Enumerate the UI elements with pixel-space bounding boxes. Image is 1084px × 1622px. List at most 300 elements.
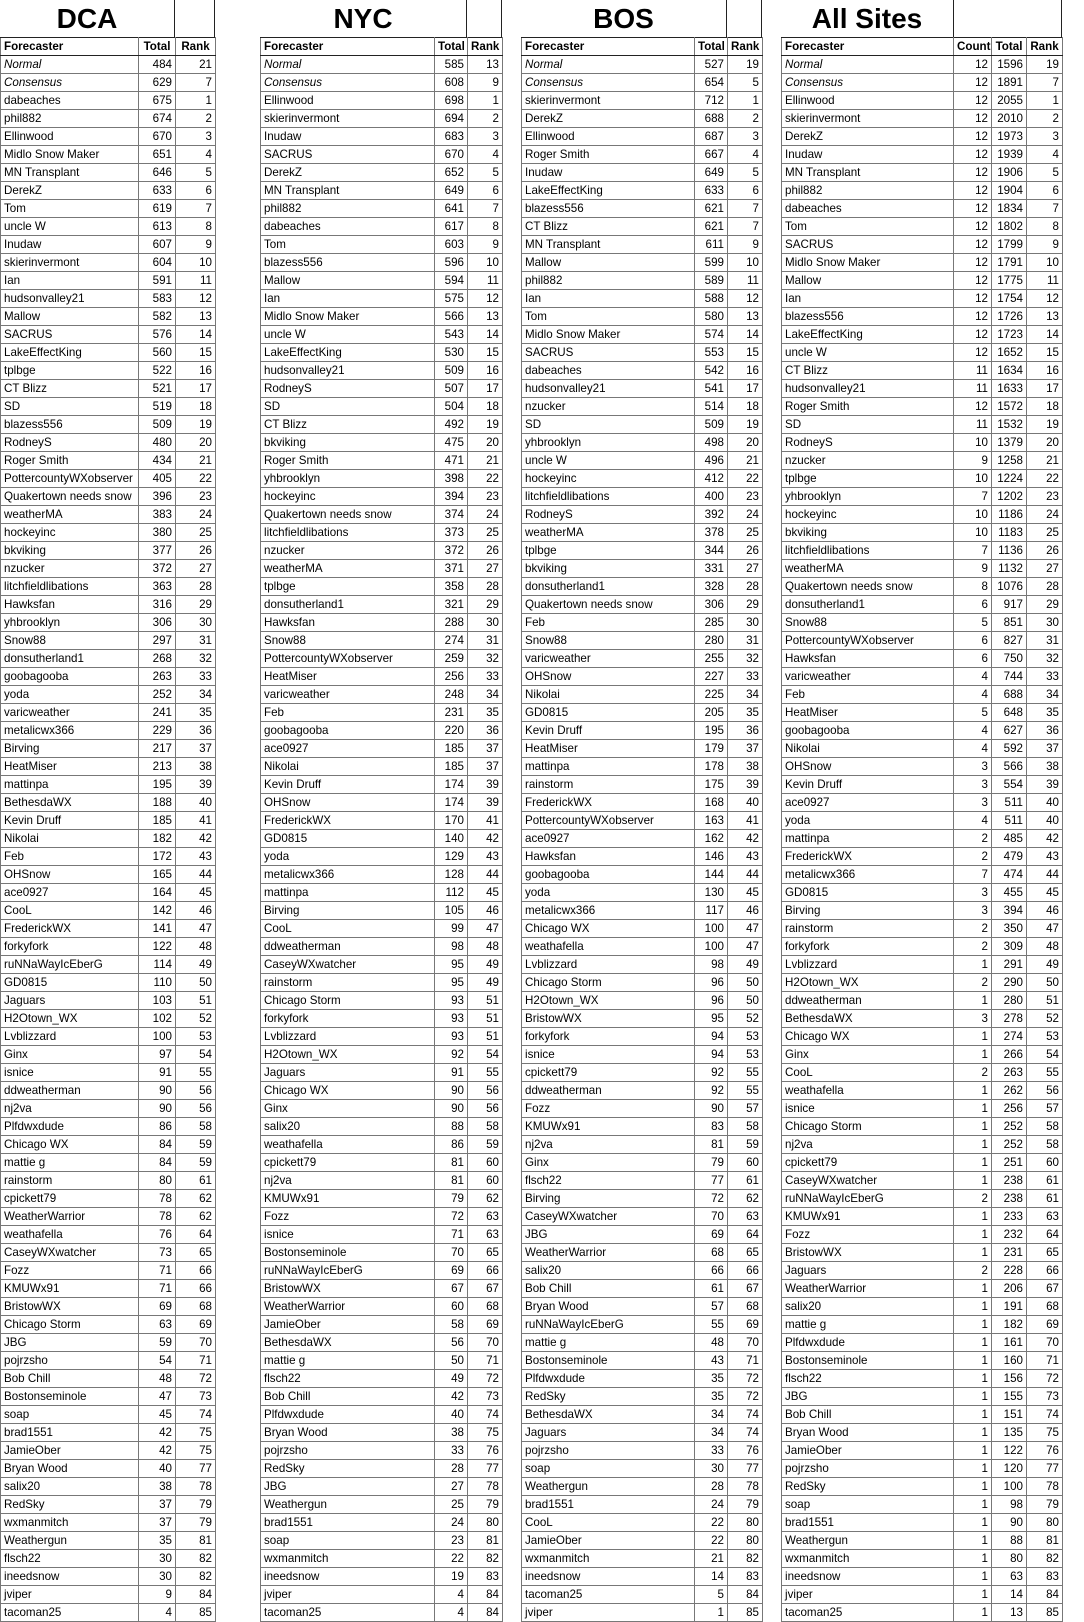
value-cell: 1775 [992,272,1027,290]
value-cell: 40 [1027,794,1063,812]
table-row [522,776,763,794]
table-row [522,542,763,560]
value-cell: 41 [728,812,763,830]
value-cell: 9 [176,236,216,254]
value-cell: 160 [992,1352,1027,1370]
value-cell: 241 [139,704,176,722]
table-row [522,956,763,974]
value-cell: 39 [468,794,503,812]
value-cell: 14 [468,326,503,344]
value-cell: 58 [435,1316,468,1334]
forecaster-cell: mattinpa [1,776,139,794]
table-row [782,1262,1063,1280]
value-cell: 1 [954,1208,992,1226]
value-cell: 7 [954,488,992,506]
table-row [1,182,216,200]
value-cell: 49 [176,956,216,974]
forecaster-cell: Plfdwxdude [522,1370,695,1388]
value-cell: 77 [176,1460,216,1478]
table-row [782,794,1063,812]
value-cell: 484 [139,56,176,74]
table-row [1,1478,216,1496]
forecaster-cell: Mallow [261,272,435,290]
value-cell: 30 [139,1550,176,1568]
value-cell: 1 [695,1604,728,1622]
value-cell: 7 [954,866,992,884]
forecaster-cell: yhbrooklyn [1,614,139,632]
forecaster-cell: Chicago WX [261,1082,435,1100]
forecaster-cell: weathafella [522,938,695,956]
table-row [261,938,503,956]
value-cell: 20 [1027,434,1063,452]
value-cell: 566 [992,758,1027,776]
table-row [261,1568,503,1586]
value-cell: 24 [1027,506,1063,524]
forecaster-cell: HeatMiser [782,704,954,722]
value-cell: 19 [468,416,503,434]
value-cell: 18 [176,398,216,416]
value-cell: 15 [728,344,763,362]
value-cell: 63 [992,1568,1027,1586]
table-row [1,92,216,110]
value-cell: 27 [1027,560,1063,578]
value-cell: 256 [435,668,468,686]
table-row [522,182,763,200]
value-cell: 1258 [992,452,1027,470]
value-cell: 99 [435,920,468,938]
value-cell: 30 [695,1460,728,1478]
value-cell: 383 [139,506,176,524]
value-cell: 40 [139,1460,176,1478]
forecaster-cell: pojrzsho [522,1442,695,1460]
value-cell: 1633 [992,380,1027,398]
table-row [522,1460,763,1478]
forecaster-cell: SACRUS [782,236,954,254]
value-cell: 60 [468,1172,503,1190]
value-cell: 44 [468,866,503,884]
table-row [1,1208,216,1226]
value-cell: 78 [728,1478,763,1496]
value-cell: 1791 [992,254,1027,272]
value-cell: 27 [468,560,503,578]
value-cell: 85 [176,1604,216,1622]
value-cell: 256 [992,1100,1027,1118]
forecaster-cell: OHSnow [782,758,954,776]
value-cell: 583 [139,290,176,308]
table-row [522,362,763,380]
table-row [1,1028,216,1046]
value-cell: 10 [954,506,992,524]
value-cell: 646 [139,164,176,182]
value-cell: 73 [468,1388,503,1406]
value-cell: 649 [435,182,468,200]
table-row [522,1226,763,1244]
value-cell: 40 [1027,812,1063,830]
value-cell: 63 [1027,1208,1063,1226]
value-cell: 36 [728,722,763,740]
table-row [1,1190,216,1208]
value-cell: 155 [992,1388,1027,1406]
value-cell: 81 [176,1532,216,1550]
table-row [782,1586,1063,1604]
forecaster-cell: ddweatherman [522,1082,695,1100]
value-cell: 651 [139,146,176,164]
table-row [1,1388,216,1406]
table-row [261,704,503,722]
table-row [522,1208,763,1226]
table-row [1,758,216,776]
table-row [261,182,503,200]
table-row [782,1604,1063,1622]
value-cell: 641 [435,200,468,218]
value-cell: 44 [728,866,763,884]
table-row [261,1280,503,1298]
value-cell: 34 [176,686,216,704]
table-row [782,1244,1063,1262]
forecaster-cell: PottercountyWXobserver [1,470,139,488]
value-cell: 29 [468,596,503,614]
value-cell: 566 [435,308,468,326]
forecaster-cell: Kevin Druff [1,812,139,830]
value-cell: 26 [468,542,503,560]
table-row [261,470,503,488]
forecaster-cell: blazess556 [782,308,954,326]
table-row [522,452,763,470]
table-row [782,776,1063,794]
value-cell: 259 [435,650,468,668]
forecaster-cell: SACRUS [261,146,435,164]
value-cell: 59 [176,1154,216,1172]
value-cell: 633 [695,182,728,200]
table-row [782,632,1063,650]
value-cell: 1224 [992,470,1027,488]
forecaster-cell: Mallow [1,308,139,326]
value-cell: 47 [728,938,763,956]
value-cell: 67 [435,1280,468,1298]
forecaster-cell: Snow88 [522,632,695,650]
forecaster-cell: isnice [261,1226,435,1244]
value-cell: 2 [954,830,992,848]
table-row [261,776,503,794]
table-row [522,1082,763,1100]
table-row [782,200,1063,218]
value-cell: 37 [139,1514,176,1532]
forecaster-cell: bkviking [522,560,695,578]
value-cell: 74 [728,1406,763,1424]
table-row [782,1298,1063,1316]
value-cell: 496 [695,452,728,470]
value-cell: 20 [468,434,503,452]
table-row [782,146,1063,164]
value-cell: 94 [695,1046,728,1064]
value-cell: 16 [176,362,216,380]
forecaster-cell: Kevin Druff [522,722,695,740]
value-cell: 2 [728,110,763,128]
value-cell: 60 [468,1154,503,1172]
forecaster-cell: ruNNaWayIcEberG [522,1316,695,1334]
value-cell: 4 [435,1586,468,1604]
value-cell: 21 [176,452,216,470]
value-cell: 39 [176,776,216,794]
table-row [782,1118,1063,1136]
forecaster-cell: Bostonseminole [522,1352,695,1370]
table-row [782,992,1063,1010]
value-cell: 4 [435,1604,468,1622]
value-cell: 43 [695,1352,728,1370]
table-row [782,1316,1063,1334]
forecaster-cell: yhbrooklyn [522,434,695,452]
table-row [1,470,216,488]
value-cell: 607 [139,236,176,254]
value-cell: 14 [728,326,763,344]
table-row [261,1478,503,1496]
table-row [261,434,503,452]
forecaster-cell: Birving [1,740,139,758]
table-row [782,956,1063,974]
value-cell: 52 [176,1010,216,1028]
table-row [522,344,763,362]
value-cell: 82 [728,1550,763,1568]
table-row [782,758,1063,776]
value-cell: 2055 [992,92,1027,110]
value-cell: 670 [139,128,176,146]
forecaster-cell: FrederickWX [261,812,435,830]
value-cell: 1799 [992,236,1027,254]
value-cell: 1 [954,1604,992,1622]
table-row [261,650,503,668]
table-row [782,938,1063,956]
table-row [782,650,1063,668]
all-header-cell: Rank [1027,38,1063,56]
all-table [781,37,1063,1622]
value-cell: 274 [992,1028,1027,1046]
value-cell: 92 [435,1046,468,1064]
table-row [522,614,763,632]
value-cell: 1 [954,1352,992,1370]
value-cell: 23 [1027,488,1063,506]
table-row [1,1550,216,1568]
table-row [261,1046,503,1064]
value-cell: 69 [176,1316,216,1334]
value-cell: 69 [435,1262,468,1280]
forecaster-cell: ineedsnow [1,1568,139,1586]
value-cell: 38 [139,1478,176,1496]
forecaster-cell: Ginx [261,1100,435,1118]
value-cell: 85 [728,1604,763,1622]
value-cell: 251 [992,1154,1027,1172]
value-cell: 12 [954,326,992,344]
value-cell: 34 [468,686,503,704]
value-cell: 72 [728,1370,763,1388]
forecaster-cell: mattinpa [522,758,695,776]
table-row [782,182,1063,200]
value-cell: 12 [954,218,992,236]
table-row [1,398,216,416]
value-cell: 698 [435,92,468,110]
value-cell: 51 [468,1010,503,1028]
all-title-spacer [954,0,1062,37]
table-row [782,866,1063,884]
value-cell: 372 [139,560,176,578]
value-cell: 1379 [992,434,1027,452]
value-cell: 70 [728,1334,763,1352]
forecaster-cell: jviper [1,1586,139,1604]
forecaster-cell: Ian [1,272,139,290]
table-row [522,884,763,902]
table-row [1,1082,216,1100]
forecaster-cell: ruNNaWayIcEberG [782,1190,954,1208]
table-row [782,164,1063,182]
value-cell: 80 [1027,1514,1063,1532]
forecaster-cell: tplbge [1,362,139,380]
value-cell: 175 [695,776,728,794]
table-row [1,1298,216,1316]
value-cell: 68 [695,1244,728,1262]
value-cell: 66 [695,1262,728,1280]
table-row [782,920,1063,938]
forecaster-cell: MN Transplant [522,236,695,254]
value-cell: 93 [435,1010,468,1028]
value-cell: 28 [468,578,503,596]
forecaster-cell: RedSky [261,1460,435,1478]
value-cell: 588 [695,290,728,308]
table-row [522,650,763,668]
value-cell: 81 [435,1172,468,1190]
table-row [522,218,763,236]
forecaster-cell: CT Blizz [1,380,139,398]
forecaster-cell: Weathergun [1,1532,139,1550]
value-cell: 80 [728,1532,763,1550]
table-row [1,1280,216,1298]
value-cell: 38 [176,758,216,776]
forecaster-cell: SD [261,398,435,416]
forecaster-cell: ruNNaWayIcEberG [1,956,139,974]
forecaster-cell: Bob Chill [782,1406,954,1424]
forecaster-cell: Quakertown needs snow [782,578,954,596]
forecaster-cell: Hawksfan [522,848,695,866]
forecaster-cell: ineedsnow [522,1568,695,1586]
table-row [522,1496,763,1514]
forecaster-cell: Normal [782,56,954,74]
value-cell: 182 [139,830,176,848]
forecaster-cell: Feb [261,704,435,722]
value-cell: 69 [139,1298,176,1316]
table-row [782,1352,1063,1370]
table-row [1,236,216,254]
value-cell: 373 [435,524,468,542]
forecaster-cell: Consensus [782,74,954,92]
value-cell: 1136 [992,542,1027,560]
value-cell: 84 [176,1586,216,1604]
value-cell: 45 [728,884,763,902]
value-cell: 688 [992,686,1027,704]
value-cell: 580 [695,308,728,326]
table-row [522,1028,763,1046]
table-row [522,974,763,992]
table-row [782,218,1063,236]
value-cell: 2 [1027,110,1063,128]
table-row [261,128,503,146]
value-cell: 17 [1027,380,1063,398]
value-cell: 68 [728,1298,763,1316]
value-cell: 394 [992,902,1027,920]
forecaster-cell: phil882 [782,182,954,200]
table-row [522,1478,763,1496]
value-cell: 69 [468,1316,503,1334]
forecaster-cell: HeatMiser [261,668,435,686]
value-cell: 93 [435,992,468,1010]
value-cell: 61 [1027,1172,1063,1190]
table-row [261,920,503,938]
value-cell: 4 [954,686,992,704]
value-cell: 358 [435,578,468,596]
value-cell: 363 [139,578,176,596]
forecaster-cell: mattie g [1,1154,139,1172]
forecaster-cell: goobagooba [782,722,954,740]
forecaster-cell: GD0815 [261,830,435,848]
table-row [1,1406,216,1424]
forecaster-cell: JBG [522,1226,695,1244]
value-cell: 1973 [992,128,1027,146]
forecaster-cell: Chicago WX [522,920,695,938]
all-header-cell: Forecaster [782,38,954,56]
table-row [261,1406,503,1424]
table-row [782,506,1063,524]
table-row [782,560,1063,578]
value-cell: 12 [1027,290,1063,308]
forecaster-cell: nj2va [1,1100,139,1118]
value-cell: 380 [139,524,176,542]
value-cell: 1 [954,1334,992,1352]
bos-table [521,37,763,1622]
value-cell: 48 [468,938,503,956]
value-cell: 53 [176,1028,216,1046]
dca-header-cell: Forecaster [1,38,139,56]
value-cell: 4 [1027,146,1063,164]
value-cell: 648 [992,704,1027,722]
forecaster-cell: phil882 [1,110,139,128]
value-cell: 65 [176,1244,216,1262]
forecaster-cell: JamieOber [261,1316,435,1334]
value-cell: 14 [176,326,216,344]
forecaster-cell: Jaguars [782,1262,954,1280]
value-cell: 81 [695,1136,728,1154]
table-row [1,1514,216,1532]
value-cell: 37 [728,740,763,758]
table-row [782,722,1063,740]
forecaster-cell: tacoman25 [522,1586,695,1604]
table-row [782,1406,1063,1424]
value-cell: 46 [468,902,503,920]
value-cell: 19 [1027,416,1063,434]
value-cell: 1834 [992,200,1027,218]
table-row [1,1010,216,1028]
value-cell: 1 [954,1136,992,1154]
value-cell: 105 [435,902,468,920]
table-row [522,236,763,254]
table-row [522,146,763,164]
table-row [261,1154,503,1172]
value-cell: 78 [1027,1478,1063,1496]
value-cell: 262 [992,1082,1027,1100]
value-cell: 1 [954,1550,992,1568]
value-cell: 100 [139,1028,176,1046]
value-cell: 1183 [992,524,1027,542]
table-row [782,1172,1063,1190]
value-cell: 744 [992,668,1027,686]
forecaster-cell: weathafella [261,1136,435,1154]
table-row [522,632,763,650]
